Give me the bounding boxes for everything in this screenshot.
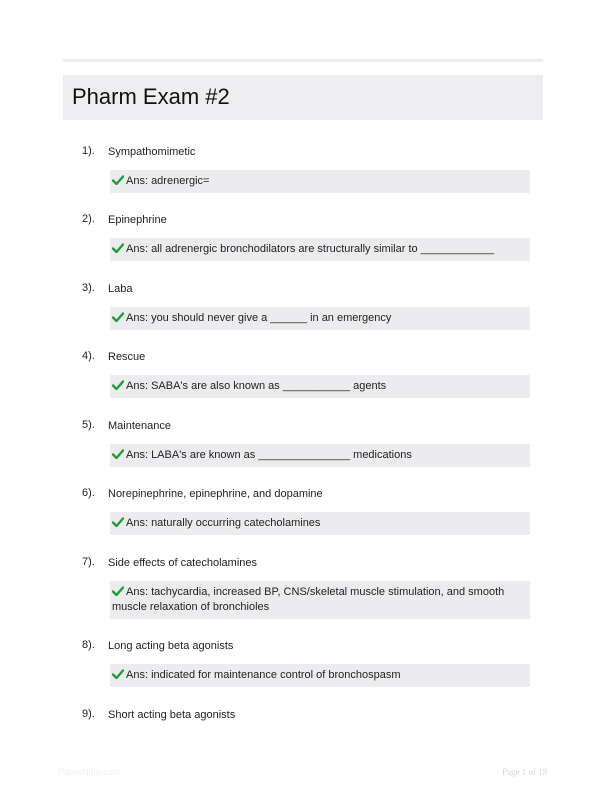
answer-box-2 [110,238,530,261]
page-title: Pharm Exam #2 [72,84,230,109]
page-number: Page 1 of 18 [502,767,548,777]
answer-text: Ans: SABA's are also known as ___________ agents [126,380,387,392]
checkmark-icon [112,380,124,390]
answer-text: Ans: LABA's are known as _______________ medications [126,449,412,461]
top-rule [63,59,543,62]
footer-watermark: PaperNibo.com [58,767,121,777]
question-text: Norepinephrine, epinephrine, and dopamine [108,488,323,500]
question-number: 6). [82,487,95,499]
answer-box-8 [110,664,530,687]
question-number: 5). [82,419,95,431]
question-text: Rescue [108,351,146,363]
answer-box-6 [110,512,530,535]
answer-text: Ans: you should never give a ______ in an emergency [126,312,392,324]
answer-box-7 [110,581,530,619]
question-text: Epinephrine [108,214,167,226]
checkmark-icon [112,243,124,253]
question-number: 2). [82,213,95,225]
question-number: 3). [82,282,95,294]
checkmark-icon [112,175,124,185]
answer-text: Ans: naturally occurring catecholamines [126,517,321,529]
checkmark-icon [112,312,124,322]
answer-text: Ans: tachycardia, increased BP, CNS/skeletal muscle stimulation, and smooth muscle relaxation of bronchioles [112,586,505,613]
answer-text: Ans: adrenergic= [126,175,210,187]
answer-box-4 [110,375,530,398]
answer-box-3 [110,307,530,330]
question-text: Maintenance [108,420,171,432]
question-text: Long acting beta agonists [108,640,234,652]
question-number: 8). [82,639,95,651]
checkmark-icon [112,449,124,459]
question-text: Short acting beta agonists [108,709,236,721]
checkmark-icon [112,586,124,596]
question-text: Sympathomimetic [108,146,196,158]
question-number: 1). [82,145,95,157]
checkmark-icon [112,517,124,527]
title-band [63,75,543,120]
question-number: 7). [82,556,95,568]
question-number: 9). [82,708,95,720]
checkmark-icon [112,669,124,679]
question-text: Side effects of catecholamines [108,557,257,569]
answer-text: Ans: all adrenergic bronchodilators are structurally similar to ____________ [126,243,495,255]
answer-text: Ans: indicated for maintenance control of bronchospasm [126,669,401,681]
answer-box-1 [110,170,530,193]
answer-box-5 [110,444,530,467]
question-number: 4). [82,350,95,362]
question-text: Laba [108,283,133,295]
